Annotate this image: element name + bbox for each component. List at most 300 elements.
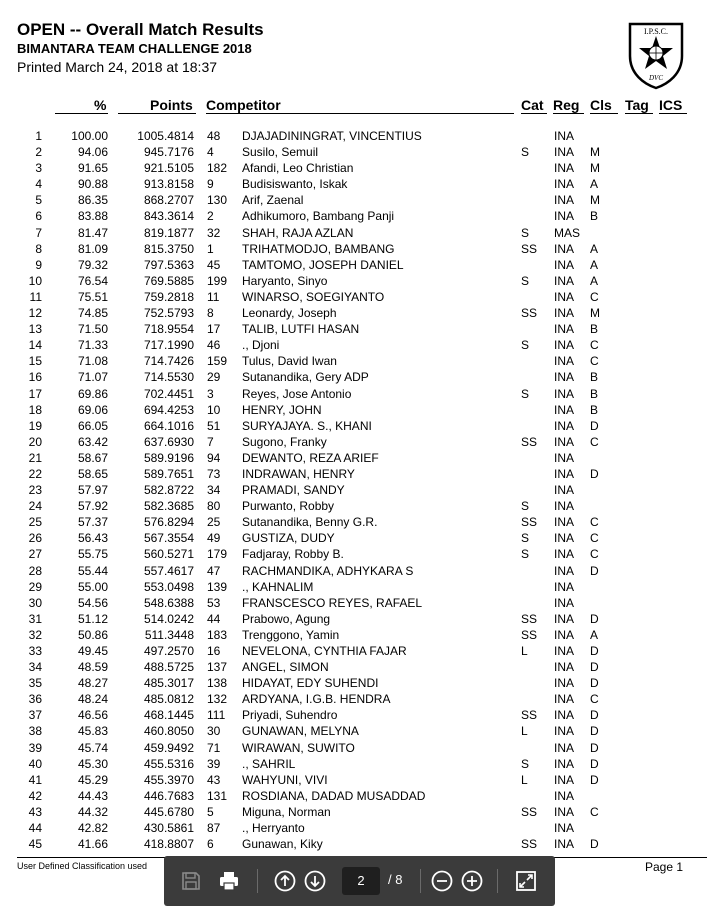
competitor-number: 1 bbox=[207, 241, 214, 256]
class-value: A bbox=[590, 177, 599, 192]
table-row bbox=[0, 353, 708, 369]
competitor-name: ROSDIANA, DADAD MUSADDAD bbox=[242, 788, 426, 803]
table-row bbox=[0, 192, 708, 208]
table-row bbox=[0, 273, 708, 289]
category-value: S bbox=[521, 547, 530, 562]
percent-value: 41.66 bbox=[77, 837, 108, 852]
report-title: OPEN -- Overall Match Results bbox=[17, 20, 264, 39]
competitor-name: INDRAWAN, HENRY bbox=[242, 466, 355, 481]
table-row bbox=[0, 450, 708, 466]
page-down-icon[interactable] bbox=[304, 870, 326, 892]
region-value: INA bbox=[554, 145, 575, 160]
competitor-number: 7 bbox=[207, 434, 214, 449]
competitor-name: ., KAHNALIM bbox=[242, 579, 314, 594]
percent-value: 45.83 bbox=[77, 724, 108, 739]
class-value: A bbox=[590, 241, 599, 256]
place-number: 37 bbox=[28, 708, 42, 723]
region-value: INA bbox=[554, 772, 575, 787]
region-value: INA bbox=[554, 354, 575, 369]
percent-value: 50.86 bbox=[77, 627, 108, 642]
underline-ics bbox=[659, 113, 687, 114]
class-value: A bbox=[590, 627, 599, 642]
place-number: 7 bbox=[35, 225, 42, 240]
table-row bbox=[0, 160, 708, 176]
percent-value: 63.42 bbox=[77, 434, 108, 449]
region-value: INA bbox=[554, 788, 575, 803]
points-value: 589.7651 bbox=[143, 466, 194, 481]
place-number: 28 bbox=[28, 563, 42, 578]
place-number: 31 bbox=[28, 611, 42, 626]
category-value: SS bbox=[521, 434, 538, 449]
competitor-number: 4 bbox=[207, 145, 214, 160]
region-value: INA bbox=[554, 837, 575, 852]
competitor-number: 5 bbox=[207, 804, 214, 819]
class-value: B bbox=[590, 370, 599, 385]
competitor-number: 131 bbox=[207, 788, 228, 803]
table-row bbox=[0, 386, 708, 402]
competitor-name: HENRY, JOHN bbox=[242, 402, 322, 417]
competitor-name: Susilo, Semuil bbox=[242, 145, 319, 160]
competitor-number: 87 bbox=[207, 821, 221, 836]
class-value: B bbox=[590, 209, 599, 224]
competitor-number: 53 bbox=[207, 595, 221, 610]
place-number: 33 bbox=[28, 644, 42, 658]
points-value: 446.7683 bbox=[143, 788, 194, 803]
table-row bbox=[0, 369, 708, 385]
points-value: 714.5530 bbox=[143, 370, 194, 385]
region-value: INA bbox=[554, 660, 575, 675]
region-value: INA bbox=[554, 515, 575, 530]
table-row bbox=[0, 402, 708, 418]
percent-value: 91.65 bbox=[77, 161, 108, 176]
competitor-name: Tulus, David Iwan bbox=[242, 354, 337, 369]
region-value: INA bbox=[554, 499, 575, 514]
region-value: INA bbox=[554, 740, 575, 755]
table-row bbox=[0, 595, 708, 611]
category-value: SS bbox=[521, 611, 538, 626]
place-number: 26 bbox=[28, 531, 42, 546]
place-number: 30 bbox=[28, 595, 42, 610]
points-value: 759.2818 bbox=[143, 289, 194, 304]
place-number: 11 bbox=[29, 289, 42, 304]
competitor-number: 48 bbox=[207, 129, 221, 143]
percent-value: 55.75 bbox=[77, 547, 108, 562]
percent-value: 55.00 bbox=[77, 579, 108, 594]
table-row bbox=[0, 691, 708, 707]
page-total: / 8 bbox=[388, 872, 403, 887]
region-value: INA bbox=[554, 483, 575, 498]
points-value: 430.5861 bbox=[143, 821, 194, 836]
points-value: 488.5725 bbox=[143, 660, 194, 675]
page-input[interactable] bbox=[342, 867, 380, 895]
competitor-name: Adhikumoro, Bambang Panji bbox=[242, 209, 395, 224]
class-value: D bbox=[590, 676, 599, 691]
percent-value: 86.35 bbox=[77, 193, 108, 208]
place-number: 10 bbox=[28, 273, 42, 288]
underline-cls bbox=[590, 113, 618, 114]
class-value: D bbox=[590, 611, 599, 626]
competitor-name: Haryanto, Sinyo bbox=[242, 273, 328, 288]
region-value: INA bbox=[554, 708, 575, 723]
region-value: INA bbox=[554, 257, 575, 272]
competitor-name: ., Djoni bbox=[242, 338, 280, 353]
points-value: 819.1877 bbox=[143, 225, 194, 240]
points-value: 694.4253 bbox=[143, 402, 194, 417]
competitor-number: 39 bbox=[207, 756, 221, 771]
points-value: 468.1445 bbox=[143, 708, 194, 723]
percent-value: 57.97 bbox=[77, 483, 108, 498]
region-value: INA bbox=[554, 434, 575, 449]
region-value: INA bbox=[554, 579, 575, 594]
region-value: INA bbox=[554, 531, 575, 546]
points-value: 582.8722 bbox=[143, 483, 194, 498]
table-row bbox=[0, 225, 708, 241]
zoom-in-icon[interactable] bbox=[461, 870, 483, 892]
class-value: M bbox=[590, 193, 600, 208]
percent-value: 81.47 bbox=[77, 225, 108, 240]
region-value: INA bbox=[554, 209, 575, 224]
region-value: INA bbox=[554, 289, 575, 304]
class-value: M bbox=[590, 161, 600, 176]
competitor-name: GUSTIZA, DUDY bbox=[242, 531, 335, 546]
percent-value: 57.37 bbox=[77, 515, 108, 530]
class-value: C bbox=[590, 338, 599, 353]
percent-value: 71.33 bbox=[77, 338, 108, 353]
underline-pct bbox=[55, 113, 108, 114]
table-row bbox=[0, 241, 708, 257]
competitor-number: 2 bbox=[207, 209, 214, 224]
region-value: INA bbox=[554, 273, 575, 288]
percent-value: 48.27 bbox=[77, 676, 108, 691]
zoom-out-icon[interactable] bbox=[431, 870, 453, 892]
percent-value: 71.50 bbox=[77, 322, 108, 337]
points-value: 548.6388 bbox=[143, 595, 194, 610]
points-value: 843.3614 bbox=[143, 209, 194, 224]
competitor-number: 49 bbox=[207, 531, 221, 546]
place-number: 24 bbox=[28, 499, 42, 514]
region-value: INA bbox=[554, 241, 575, 256]
points-value: 576.8294 bbox=[143, 515, 194, 530]
col-competitor: Competitor bbox=[206, 97, 281, 113]
competitor-name: DJAJADININGRAT, VINCENTIUS bbox=[242, 129, 422, 143]
competitor-number: 6 bbox=[207, 837, 214, 852]
category-value: S bbox=[521, 225, 530, 240]
footer-note: User Defined Classification used bbox=[17, 861, 148, 871]
region-value: INA bbox=[554, 161, 575, 176]
table-row bbox=[0, 675, 708, 691]
competitor-name: Sugono, Franky bbox=[242, 434, 327, 449]
col-pct: % bbox=[94, 97, 107, 113]
category-value: L bbox=[521, 644, 528, 658]
percent-value: 69.86 bbox=[77, 386, 108, 401]
percent-value: 49.45 bbox=[77, 644, 108, 658]
percent-value: 56.43 bbox=[77, 531, 108, 546]
region-value: INA bbox=[554, 177, 575, 192]
region-value: MAS bbox=[554, 225, 581, 240]
col-ics: ICS bbox=[659, 97, 683, 113]
category-value: SS bbox=[521, 627, 538, 642]
competitor-number: 111 bbox=[207, 708, 226, 723]
class-value: D bbox=[590, 660, 599, 675]
points-value: 913.8158 bbox=[143, 177, 194, 192]
underline-cat bbox=[521, 113, 547, 114]
region-value: INA bbox=[554, 547, 575, 562]
competitor-name: WIRAWAN, SUWITO bbox=[242, 740, 355, 755]
place-number: 14 bbox=[28, 338, 42, 353]
toolbar-separator bbox=[257, 869, 258, 893]
percent-value: 51.12 bbox=[77, 611, 108, 626]
region-value: INA bbox=[554, 644, 575, 658]
percent-value: 71.07 bbox=[77, 370, 108, 385]
percent-value: 81.09 bbox=[77, 241, 108, 256]
competitor-name: Budisiswanto, Iskak bbox=[242, 177, 348, 192]
competitor-name: Miguna, Norman bbox=[242, 804, 331, 819]
underline-tag bbox=[625, 113, 653, 114]
points-value: 497.2570 bbox=[143, 644, 194, 658]
table-row bbox=[0, 482, 708, 498]
percent-value: 42.82 bbox=[77, 821, 108, 836]
place-number: 25 bbox=[28, 515, 42, 530]
points-value: 485.3017 bbox=[143, 676, 194, 691]
points-value: 752.5793 bbox=[143, 306, 194, 321]
competitor-name: Sutanandika, Gery ADP bbox=[242, 370, 369, 385]
printed-date: Printed March 24, 2018 at 18:37 bbox=[17, 59, 218, 75]
percent-value: 75.51 bbox=[77, 289, 108, 304]
competitor-name: Prabowo, Agung bbox=[242, 611, 331, 626]
percent-value: 79.32 bbox=[77, 257, 108, 272]
table-row bbox=[0, 418, 708, 434]
points-value: 637.6930 bbox=[143, 434, 194, 449]
region-value: INA bbox=[554, 804, 575, 819]
table-row bbox=[0, 804, 708, 820]
class-value: B bbox=[590, 386, 599, 401]
competitor-name: ANGEL, SIMON bbox=[242, 660, 329, 675]
place-number: 9 bbox=[35, 257, 42, 272]
competitor-number: 130 bbox=[207, 193, 228, 208]
competitor-name: Gunawan, Kiky bbox=[242, 837, 323, 852]
competitor-name: Purwanto, Robby bbox=[242, 499, 335, 514]
table-row bbox=[0, 627, 708, 643]
points-value: 718.9554 bbox=[143, 322, 194, 337]
category-value: S bbox=[521, 756, 530, 771]
category-value: SS bbox=[521, 708, 538, 723]
toolbar-separator bbox=[497, 869, 498, 893]
place-number: 12 bbox=[28, 306, 42, 321]
class-value: B bbox=[590, 322, 599, 337]
table-row bbox=[0, 466, 708, 482]
competitor-name: HIDAYAT, EDY SUHENDI bbox=[242, 676, 379, 691]
page-number: Page 1 bbox=[645, 860, 684, 874]
table-row bbox=[0, 289, 708, 305]
class-value: C bbox=[590, 515, 599, 530]
category-value: S bbox=[521, 338, 530, 353]
competitor-number: 138 bbox=[207, 676, 228, 691]
table-row bbox=[0, 337, 708, 353]
points-value: 664.1016 bbox=[143, 418, 194, 433]
table-row bbox=[0, 434, 708, 450]
class-value: C bbox=[590, 804, 599, 819]
place-number: 15 bbox=[28, 354, 42, 369]
points-value: 567.3554 bbox=[143, 531, 194, 546]
col-cat: Cat bbox=[521, 97, 544, 113]
competitor-number: 9 bbox=[207, 177, 214, 192]
points-value: 514.0242 bbox=[143, 611, 194, 626]
place-number: 35 bbox=[28, 676, 42, 691]
table-row bbox=[0, 563, 708, 579]
percent-value: 45.74 bbox=[77, 740, 108, 755]
table-row bbox=[0, 836, 708, 852]
table-row bbox=[0, 530, 708, 546]
underline-reg bbox=[553, 113, 584, 114]
region-value: INA bbox=[554, 595, 575, 610]
place-number: 13 bbox=[28, 322, 42, 337]
table-row bbox=[0, 707, 708, 723]
region-value: INA bbox=[554, 466, 575, 481]
place-number: 32 bbox=[28, 627, 42, 642]
place-number: 22 bbox=[28, 466, 42, 481]
percent-value: 71.08 bbox=[77, 354, 108, 369]
percent-value: 54.56 bbox=[77, 595, 108, 610]
points-value: 702.4451 bbox=[143, 386, 194, 401]
competitor-name: PRAMADI, SANDY bbox=[242, 483, 345, 498]
table-row bbox=[0, 611, 708, 627]
competitor-number: 137 bbox=[207, 660, 228, 675]
category-value: S bbox=[521, 531, 530, 546]
ipsc-logo bbox=[626, 22, 686, 90]
table-row bbox=[0, 208, 708, 224]
pdf-viewer-toolbar bbox=[164, 856, 555, 906]
competitor-name: WAHYUNI, VIVI bbox=[242, 772, 328, 787]
points-value: 714.7426 bbox=[143, 354, 194, 369]
place-number: 18 bbox=[28, 402, 42, 417]
place-number: 23 bbox=[28, 483, 42, 498]
category-value: S bbox=[521, 499, 530, 514]
points-value: 589.9196 bbox=[143, 450, 194, 465]
table-row bbox=[0, 788, 708, 804]
page-up-icon[interactable] bbox=[274, 870, 296, 892]
points-value: 418.8807 bbox=[143, 837, 194, 852]
percent-value: 100.00 bbox=[71, 129, 108, 143]
percent-value: 94.06 bbox=[77, 145, 108, 160]
competitor-number: 34 bbox=[207, 483, 221, 498]
region-value: INA bbox=[554, 676, 575, 691]
competitor-number: 47 bbox=[207, 563, 221, 578]
competitor-number: 132 bbox=[207, 692, 228, 707]
competitor-name: Priyadi, Suhendro bbox=[242, 708, 338, 723]
region-value: INA bbox=[554, 386, 575, 401]
competitor-number: 3 bbox=[207, 386, 214, 401]
competitor-number: 45 bbox=[207, 257, 221, 272]
save-icon[interactable] bbox=[180, 870, 202, 892]
place-number: 4 bbox=[35, 177, 42, 192]
region-value: INA bbox=[554, 306, 575, 321]
class-value: D bbox=[590, 563, 599, 578]
points-value: 717.1990 bbox=[143, 338, 194, 353]
competitor-number: 199 bbox=[207, 273, 228, 288]
place-number: 44 bbox=[28, 821, 42, 836]
percent-value: 48.59 bbox=[77, 660, 108, 675]
category-value: SS bbox=[521, 306, 538, 321]
points-value: 459.9492 bbox=[143, 740, 194, 755]
logo-text: I.P.S.C. bbox=[643, 27, 669, 36]
competitor-name: DEWANTO, REZA ARIEF bbox=[242, 450, 379, 465]
competitor-number: 25 bbox=[207, 515, 221, 530]
print-icon[interactable] bbox=[218, 870, 240, 892]
class-value: C bbox=[590, 434, 599, 449]
class-value: D bbox=[590, 724, 599, 739]
place-number: 45 bbox=[28, 837, 42, 852]
class-value: C bbox=[590, 692, 599, 707]
class-value: D bbox=[590, 772, 599, 787]
table-row bbox=[0, 498, 708, 514]
competitor-name: TAMTOMO, JOSEPH DANIEL bbox=[242, 257, 404, 272]
place-number: 27 bbox=[28, 547, 42, 562]
competitor-number: 44 bbox=[207, 611, 221, 626]
percent-value: 83.88 bbox=[77, 209, 108, 224]
table-row bbox=[0, 321, 708, 337]
competitor-number: 94 bbox=[207, 450, 221, 465]
percent-value: 45.29 bbox=[77, 772, 108, 787]
place-number: 16 bbox=[28, 370, 42, 385]
category-value: SS bbox=[521, 515, 538, 530]
points-value: 797.5363 bbox=[143, 257, 194, 272]
table-row bbox=[0, 579, 708, 595]
percent-value: 46.56 bbox=[77, 708, 108, 723]
class-value: D bbox=[590, 466, 599, 481]
competitor-number: 16 bbox=[207, 644, 221, 658]
table-row bbox=[0, 128, 708, 144]
col-points: Points bbox=[150, 97, 193, 113]
category-value: S bbox=[521, 273, 530, 288]
percent-value: 45.30 bbox=[77, 756, 108, 771]
table-row bbox=[0, 820, 708, 836]
fit-page-icon[interactable] bbox=[515, 870, 537, 892]
logo-motto: DVC bbox=[649, 74, 663, 82]
points-value: 815.3750 bbox=[143, 241, 194, 256]
table-row bbox=[0, 756, 708, 772]
place-number: 2 bbox=[35, 145, 42, 160]
class-value: D bbox=[590, 708, 599, 723]
table-row bbox=[0, 772, 708, 788]
region-value: INA bbox=[554, 627, 575, 642]
points-value: 868.2707 bbox=[143, 193, 194, 208]
place-number: 40 bbox=[28, 756, 42, 771]
percent-value: 58.67 bbox=[77, 450, 108, 465]
toolbar-separator bbox=[420, 869, 421, 893]
underline-competitor bbox=[206, 113, 514, 114]
category-value: SS bbox=[521, 241, 538, 256]
competitor-name: Trenggono, Yamin bbox=[242, 627, 340, 642]
region-value: INA bbox=[554, 724, 575, 739]
category-value: S bbox=[521, 145, 530, 160]
competitor-number: 32 bbox=[207, 225, 221, 240]
class-value: D bbox=[590, 418, 599, 433]
percent-value: 57.92 bbox=[77, 499, 108, 514]
place-number: 41 bbox=[28, 772, 42, 787]
class-value: C bbox=[590, 354, 599, 369]
competitor-number: 139 bbox=[207, 579, 228, 594]
category-value: SS bbox=[521, 804, 538, 819]
category-value: L bbox=[521, 772, 528, 787]
place-number: 8 bbox=[35, 241, 42, 256]
competitor-number: 183 bbox=[207, 627, 228, 642]
competitor-number: 8 bbox=[207, 306, 214, 321]
competitor-name: Reyes, Jose Antonio bbox=[242, 386, 352, 401]
class-value: D bbox=[590, 756, 599, 771]
region-value: INA bbox=[554, 692, 575, 707]
competitor-number: 80 bbox=[207, 499, 221, 514]
region-value: INA bbox=[554, 611, 575, 626]
